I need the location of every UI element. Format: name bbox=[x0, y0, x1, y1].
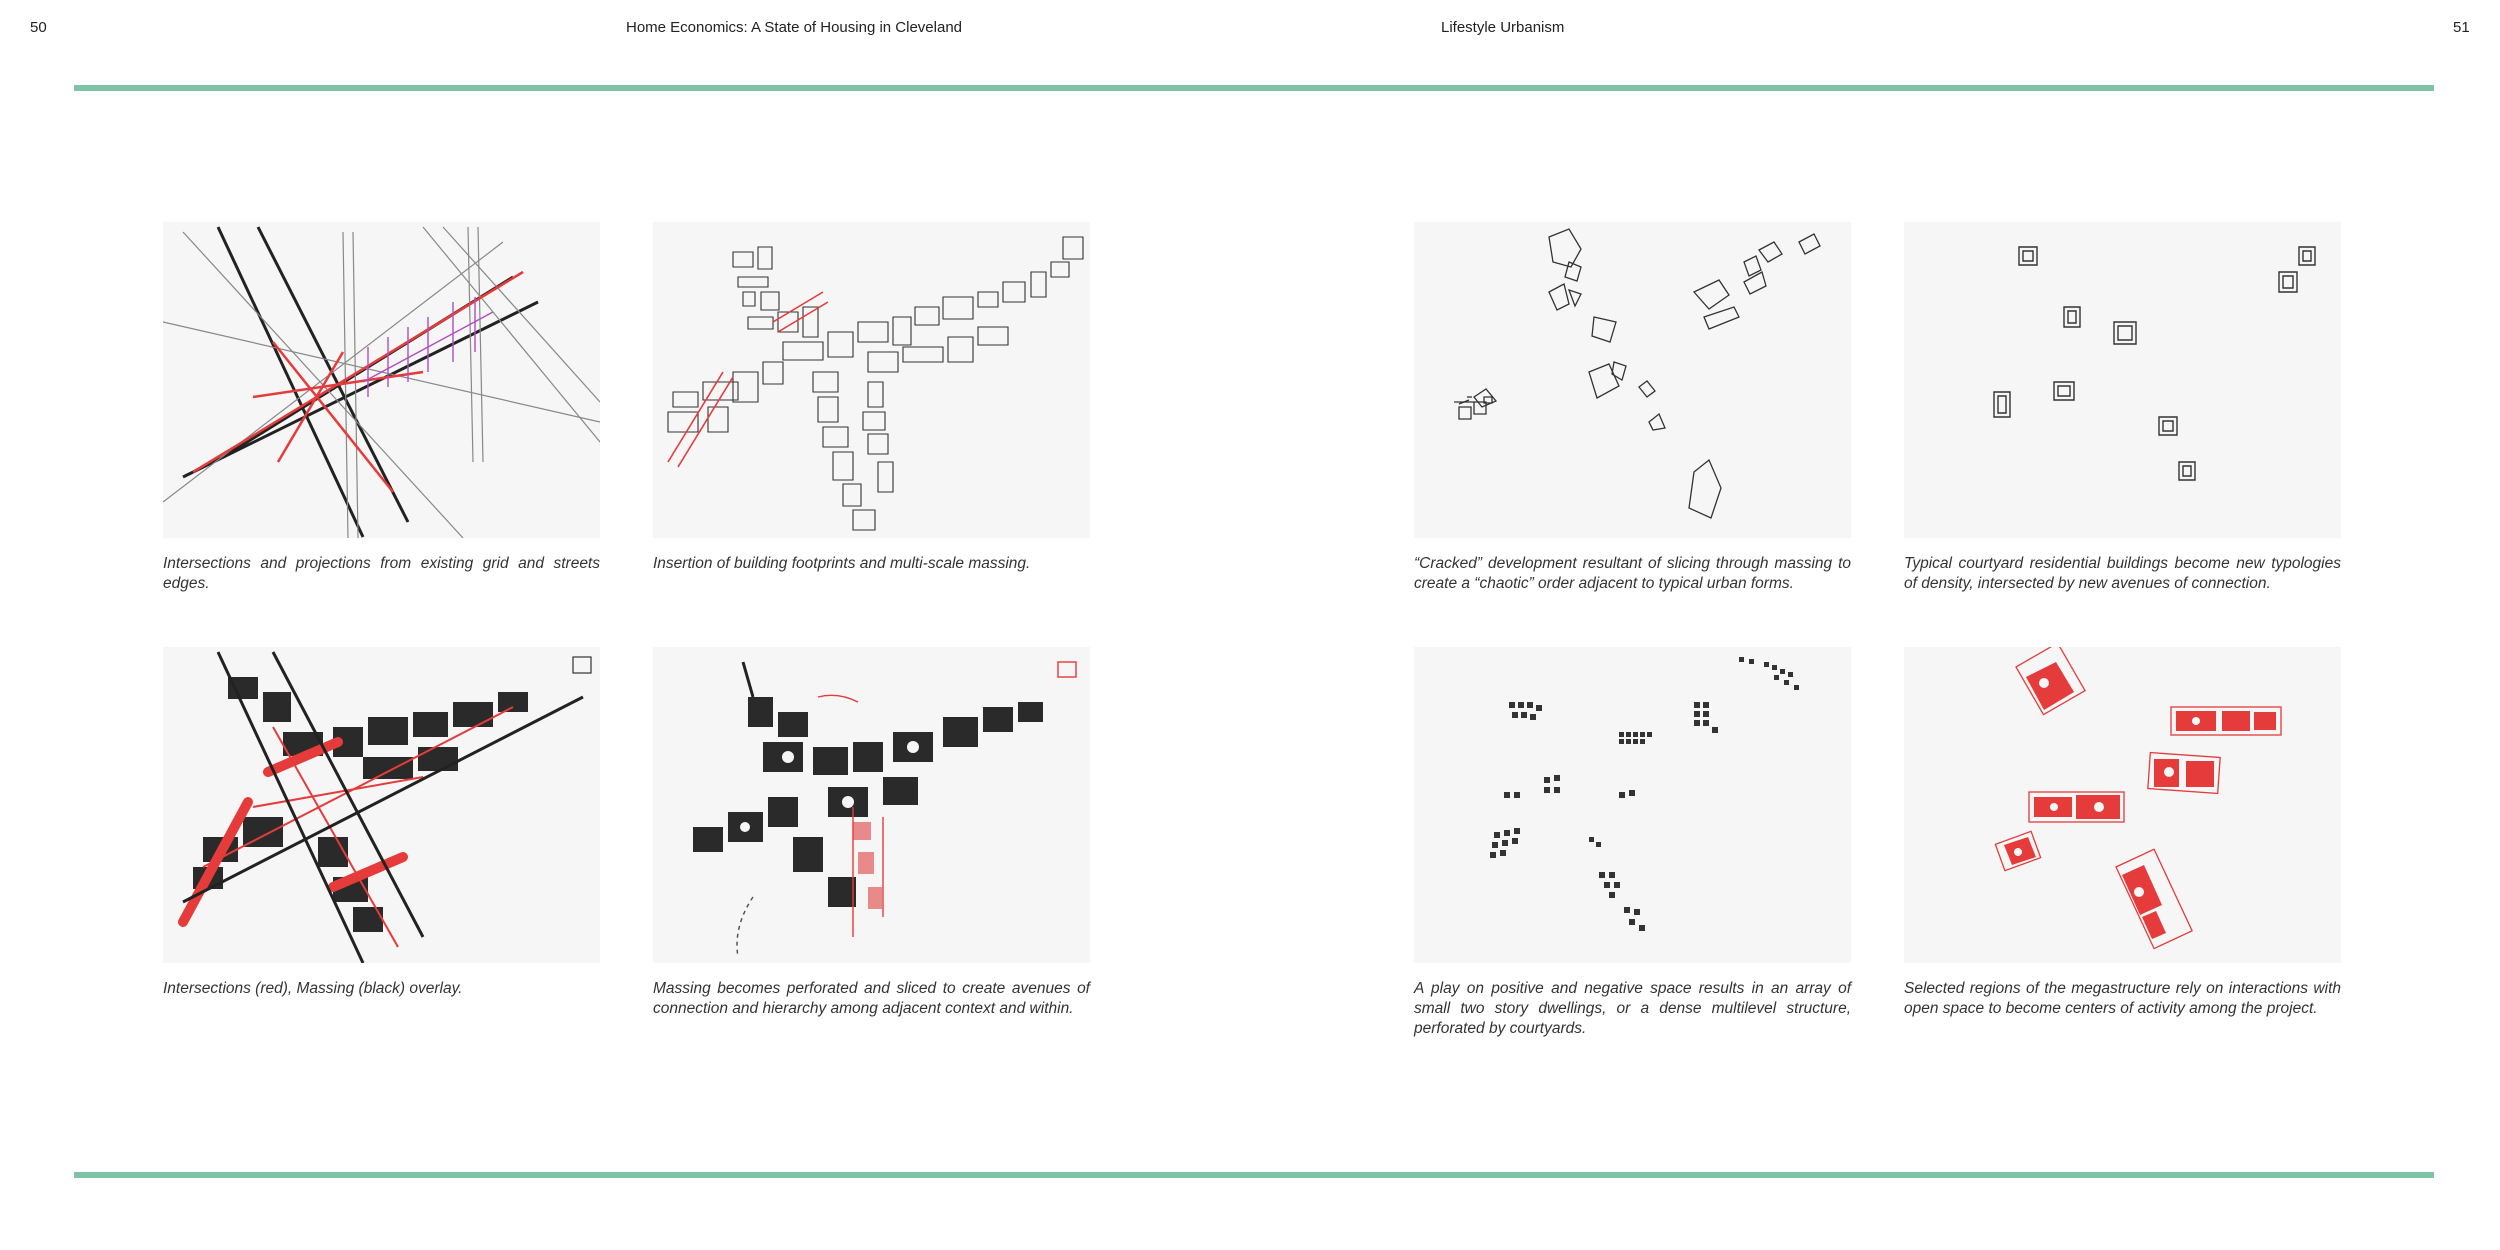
figure-courtyard-buildings bbox=[1904, 222, 2341, 538]
figure-selected-regions bbox=[1904, 647, 2341, 963]
caption-figure-7: A play on positive and negative space results in an array of small two story dwellings, or a dense multilevel structure, perforated by courtyards. bbox=[1414, 980, 1851, 1037]
caption-figure-2: Insertion of building footprints and multi-scale massing. bbox=[653, 555, 1031, 572]
caption-figure-3: “Cracked” development resultant of slicing through massing to create a “chaotic” order adjacent to typical urban forms. bbox=[1414, 555, 1851, 592]
figure-dwelling-arrays bbox=[1414, 647, 1851, 963]
caption-figure-4: Typical courtyard residential buildings become new typologies of density, intersected by new avenues of connection. bbox=[1904, 555, 2341, 592]
caption-figure-5: Intersections (red), Massing (black) overlay. bbox=[163, 980, 463, 997]
right-page-number: 51 bbox=[2453, 19, 2470, 36]
bottom-rule bbox=[74, 1172, 2434, 1178]
figure-intersections-massing-overlay bbox=[163, 647, 600, 963]
left-page-number: 50 bbox=[30, 19, 47, 36]
caption-figure-8: Selected regions of the megastructure rely on interactions with open space to become centers of activity among the project. bbox=[1904, 980, 2341, 1017]
figure-building-footprints bbox=[653, 222, 1090, 538]
right-running-title: Lifestyle Urbanism bbox=[1441, 19, 1565, 36]
top-rule bbox=[74, 85, 2434, 91]
figure-cracked-development bbox=[1414, 222, 1851, 538]
left-running-title: Home Economics: A State of Housing in Cleveland bbox=[626, 19, 963, 36]
figure-intersections-projections bbox=[163, 222, 600, 538]
caption-figure-1: Intersections and projections from existing grid and streets edges. bbox=[163, 555, 600, 592]
caption-figure-6: Massing becomes perforated and sliced to create avenues of connection and hierarchy among adjacent context and within. bbox=[653, 980, 1090, 1017]
figure-perforated-massing bbox=[653, 647, 1090, 963]
